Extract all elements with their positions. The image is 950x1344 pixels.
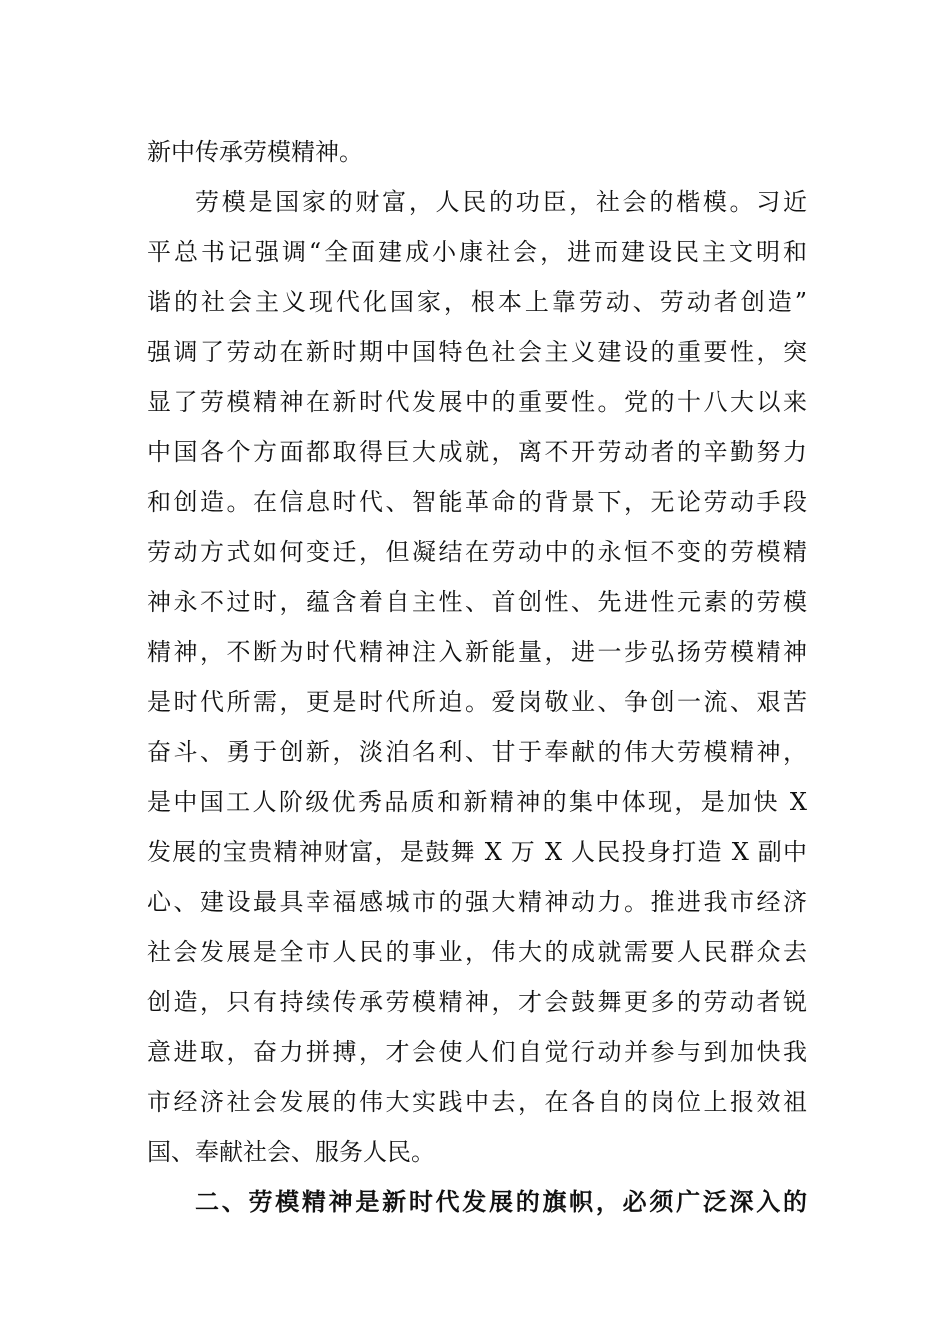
paragraph-line: 发展的宝贵精神财富，是鼓舞 X 万 X 人民投身打造 X 副中 — [147, 838, 807, 866]
paragraph-line: 心、建设最具幸福感城市的强大精神动力。推进我市经济 — [147, 888, 807, 916]
paragraph-line: 强调了劳动在新时期中国特色社会主义建设的重要性，突 — [147, 338, 807, 366]
paragraph-line: 平总书记强调“全面建成小康社会，进而建设民主文明和 — [147, 238, 807, 266]
paragraph-line: 谐的社会主义现代化国家，根本上靠劳动、劳动者创造” — [147, 288, 807, 316]
paragraph-line: 神永不过时，蕴含着自主性、首创性、先进性元素的劳模 — [147, 588, 807, 616]
paragraph-line: 显了劳模精神在新时代发展中的重要性。党的十八大以来 — [147, 388, 807, 416]
paragraph-line: 精神，不断为时代精神注入新能量，进一步弘扬劳模精神 — [147, 638, 807, 666]
paragraph-line: 意进取，奋力拼搏，才会使人们自觉行动并参与到加快我 — [147, 1038, 807, 1066]
paragraph-line: 中国各个方面都取得巨大成就，离不开劳动者的辛勤努力 — [147, 438, 807, 466]
paragraph-line: 和创造。在信息时代、智能革命的背景下，无论劳动手段 — [147, 488, 807, 516]
paragraph-line: 劳模是国家的财富，人民的功臣，社会的楷模。习近 — [195, 188, 807, 216]
paragraph-line: 市经济社会发展的伟大实践中去，在各自的岗位上报效祖 — [147, 1088, 807, 1116]
paragraph-line: 社会发展是全市人民的事业，伟大的成就需要人民群众去 — [147, 938, 807, 966]
paragraph-line: 创造，只有持续传承劳模精神，才会鼓舞更多的劳动者锐 — [147, 988, 807, 1016]
paragraph-line: 奋斗、勇于创新，淡泊名利、甘于奉献的伟大劳模精神， — [147, 738, 807, 766]
section-heading: 二、劳模精神是新时代发展的旗帜，必须广泛深入的 — [195, 1188, 807, 1216]
continued-line: 新中传承劳模精神。 — [147, 138, 363, 166]
paragraph-line: 国、奉献社会、服务人民。 — [147, 1138, 435, 1166]
paragraph-line: 是中国工人阶级优秀品质和新精神的集中体现，是加快 X — [147, 788, 807, 816]
paragraph-line: 是时代所需，更是时代所迫。爱岗敬业、争创一流、艰苦 — [147, 688, 807, 716]
paragraph-line: 劳动方式如何变迁，但凝结在劳动中的永恒不变的劳模精 — [147, 538, 807, 566]
